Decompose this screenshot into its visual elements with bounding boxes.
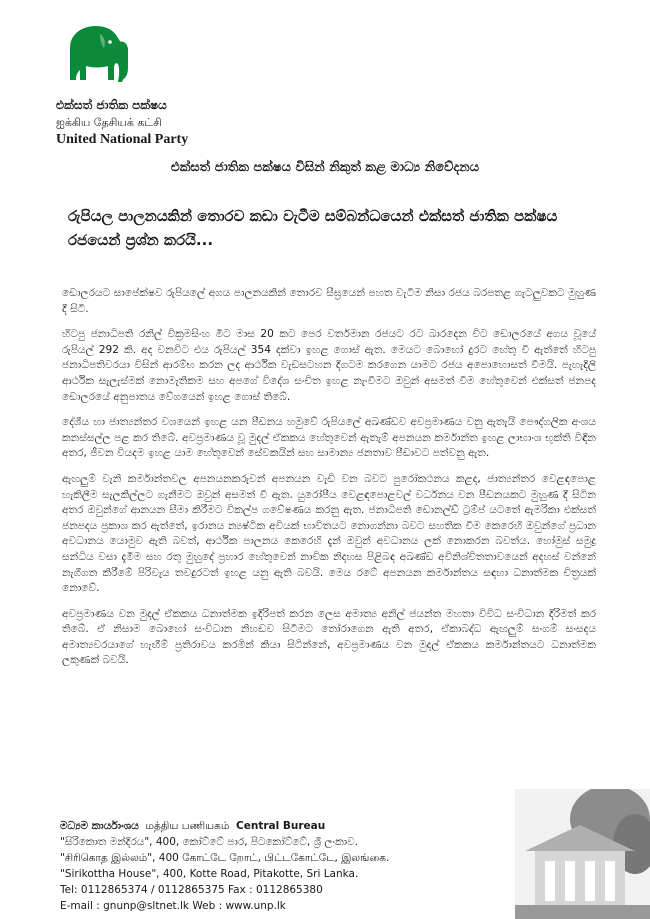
footer-office-line [60,818,440,834]
phone-fax: Tel: 0112865374 / 0112865375 Fax : 0112865380 [60,884,323,896]
party-name-english: United National Party [56,132,189,147]
headline: රුපියල පාලනයකින් තොරව කඩා වැටීම සම්බන්ධයෙන් එක්සත් ජාතික පක්ෂය රජයෙන් ප්‍රශ්න කරයි... [68,207,558,249]
article-body [62,286,596,679]
paragraph: ඇඟලුම් වැනි කර්මාන්තවල අපනයනකරුවන් අපනයන වැඩි වන බවට පුරෝකථනය කළද, ජාත්‍යන්තර වෙළඳපොළ හැකිලීම සැලකිල්ලට ගැනීමට ඔවුන් අසමත් වී ඇත. යුරෝපීය වෙළඳපොළවල් වර්ධනය වන පීඩනයකට මුහුණ දී සිටින අතර ඔවුන්ගේ ආනයන සීමා කිරීමට විකල්ප ගවේෂණය කරනු ඇත. ජනාධිපති ඩොනල්ඩ් ට්‍රම්ප් යටතේ ඇමරිකා එක්සත් ජනපදය ප්‍රකාශ කර ඇත්තේ, ඉරානය න්‍යෂ්ටික අවියක් භාවිතයට නොගන්නා බවට සහතික වීම කෙරෙහි ඔවුන්ගේ ප්‍රධාන අවධානය යොමුව ඇති බවත්, ආර්ථික පාලනය කෙරෙහි දැන් ඔවුන් අවධානය ලක් නොකරන බවත්ය. හෝමුස් සමුද්‍ර සන්ධිය වසා දැමීම සහ රතු මුහුදේ ප්‍රහාර හේතුවෙන් නාවික නිදහස පිළිබඳ අඛණ්ඩ අවිනිශ්චිතතාවයෙන් අදහස් වන්නේ නැගීගත කිරීමේ පිරිවැය තවදුරටත් ඉහළ යනු ඇති බවයි. මෙය රටේ අපනයන කර්මාන්තය සඳහා ධනාත්මක චිත්‍රයක් නොවේ. [62,472,596,595]
office-english: Central Bureau [236,820,326,832]
paragraph: හිටපු ජනාධිපති රනිල් වික්‍රමසිංහ මීට මාස 20 කට පෙර වර්තමාන රජයට රට බාරදෙන විට ඩොලරයේ අගය වූයේ රුපියල් 292 කි. අද වනවිට එය රුපියල් 354 දක්වා ඉහළ ගොස් ඇත. මෙයට බොහෝ දුරට හේතු වී ඇත්තේ හිටපු ජනාධිපතිවරයා විසින් ආරම්භ කරන ලද ආර්ථික වැඩසටහන දිගටම කරගෙන යාමට රජය අපොහොසත් වීමයි. පැහැදිලි ආර්ථික සැලැස්මක් නොමැතිකම සහ අපගේ විදේශ සංචිත ඉහළ නැංවීමට ඔවුන් අසමත් වීම හේතුවෙන් එක්සත් ජනපද ඩොලරයේ අනුපාතය වේගයෙන් ඉහළ ගොස් තිබේ. [62,328,596,403]
address-sinhala: "සිරිකොත මන්දිරය", 400, කෝට්ටේ පාර, පිටකෝට්ටේ, ශ්‍රී ලංකාව. [60,836,358,848]
office-sinhala: මධ්‍යම කාර්යාංශය [60,820,139,832]
elephant-icon [56,18,134,86]
building-icon [515,789,650,919]
address-english: "Sirikottha House", 400, Kotte Road, Pitakotte, Sri Lanka. [60,868,359,880]
party-name-sinhala: එක්සත් ජාතික පක්ෂය [56,98,167,112]
media-release-title: එක්සත් ජාතික පක්ෂය විසින් නිකුත් කළ මාධ්‍ය නිවේදනය [170,160,480,175]
address-tamil: "சிரிகொத இல்லம்", 400 கோட்டே றோட், பிட்டகோட்டே, இலங்கை. [60,852,390,864]
email-web: E-mail : gnunp@sltnet.lk Web : www.unp.lk [60,900,286,912]
office-tamil: மத்திய பணியகம் [145,820,230,832]
footer-contact [60,818,440,914]
paragraph: ඩොලරයට සාපේක්ෂව රුපියලේ අගය පාලනයකින් තොරව සීඝ්‍රයෙන් පහත වැටීම නිසා රජය බරපතළ ගැටලුවකට මුහුණ දී සිටී. [62,287,596,315]
paragraph: අවප්‍රමාණය වන මුදල් ඒකකය ධනාත්මක ඉදිරිපත් කරන ලෙස අමාත්‍ය අනිල් ජයන්ත මහතා විවිධ සංවිධාන දිරිමත් කර තිබේ. ඒ නිසාම බොහෝ සංවිධාන නිහඬව සිටීමට තෝරාගෙන ඇති අතර, ඒකාබද්ධ ඇඟලුම් සංගම් සංසදය අමාත්‍යවරයාගේ හැඟීම් ප්‍රතිරාවය කරමින් කියා සිටින්නේ, අවප්‍රමාණය වන මුදල් ඒකකය කර්මාන්තයට ධනාත්මක ලකුණක් බවයි. [62,607,596,667]
party-name-tamil: ஐக்கிய தேசியக் கட்சி [56,116,162,129]
paragraph: දේශීය හා ජාත්‍යන්තර වශයෙන් ඉහළ යන පීඩනය හමුවේ රුපියලේ අඛණ්ඩව අවප්‍රමාණය වනු ඇතැයි පෞද්ගලික අංශය කනස්සල්ල පළ කර තිබේ. අවප්‍රමාණය වූ මුදල් ඒකකය හේතුවෙන් ඇතැම් අපනයන කර්මාන්ත ඉහළ ලාභාංශ භුක්ති විඳින අතර, ජීවන වියදම ඉහළ යාම හේතුවෙන් සේවකයින් සහ සාමාන්‍ය ජනතාව පීඩාවට පත්වනු ඇත. [62,416,596,460]
